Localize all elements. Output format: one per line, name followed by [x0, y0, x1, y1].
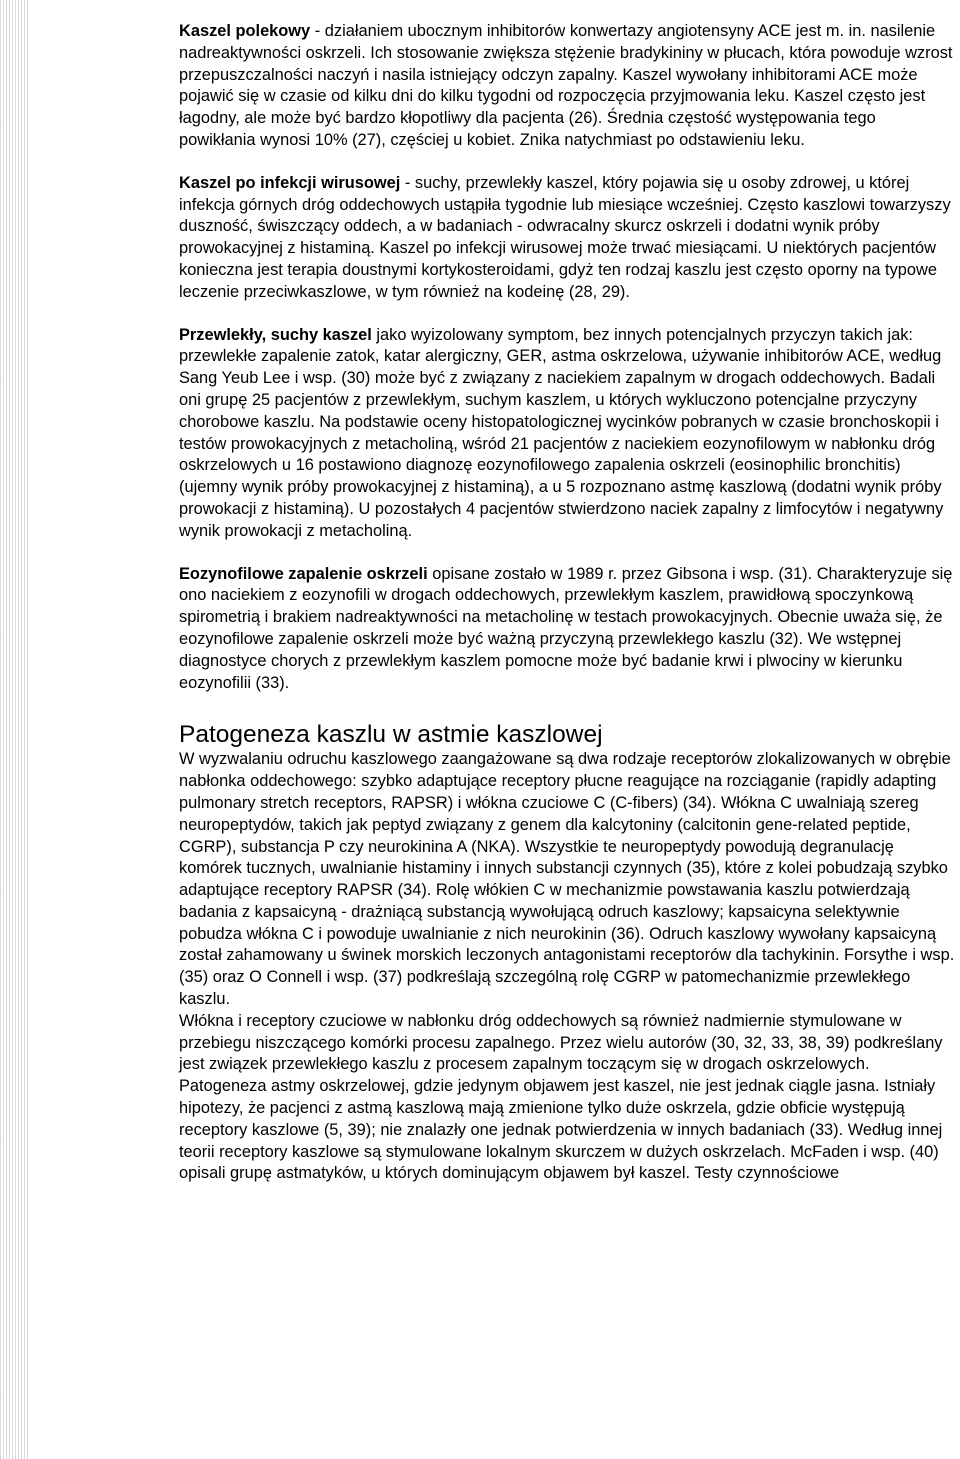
section-text: - suchy, przewlekły kaszel, który pojawia się u osoby zdrowej, u której infekcja górnych dróg oddechowych ustąpiła tygodnie lub miesiące wcześniej. Często kaszlowi towarzyszy duszność, świszczący oddech, a w badaniach - odwracalny skurcz oskrzeli i dodatni wynik próby prowokacyjnej z histaminą. Kaszel po infekcji wirusowej może trwać miesiącami. U niektórych pacjentów konieczna jest terapia doustnymi kortykosteroidami, gdyż ten rodzaj kaszlu jest często oporny na typowe leczenie przeciwkaszlowe, w tym również na kodeinę (28, 29).: [179, 173, 951, 301]
section-heading: Patogeneza kaszlu w astmie kaszlowej: [179, 721, 603, 749]
body-paragraph: Patogeneza astmy oskrzelowej, gdzie jedynym objawem jest kaszel, nie jest jednak ciągle jasna. Istniały hipotezy, że pacjenci z astmą kaszlową mają zmienione tylko duże oskrzela, gdzie obficie występują receptory kaszlowe (5, 39); nie znalazły one jednak potwierdzenia w innych badaniach (33). Według innej teorii receptory kaszlowe są stymulowane lokalnym skurczem w dużych oskrzelach. McFaden i wsp. (40) opisali grupę astmatyków, u których dominującym objawem był kaszel. Testy czynnościowe: [179, 1077, 943, 1183]
body-paragraph: W wyzwalaniu odruchu kaszlowego zaangażowane są dwa rodzaje receptorów zlokalizowanych w obrębie nabłonka oddechowego: szybko adaptujące receptory płucne reagujące na rozciąganie (rapidly adapting pulmonary stretch receptors, RAPSR) i włókna czuciowe C (C-fibers) (34). Włókna C uwalniają szereg neuropeptydów, takich jak peptyd związany z genem dla kalcytoniny (calcitonin gene-related peptide, CGRP), substancja P czy neurokinina A (NKA). Wszystkie te neuropeptydy powodują degranulację komórek tucznych, uwalnianie histaminy i innych substancji czynnych (35), które z kolei pobudzają szybko adaptujące receptory RAPSR (34). Rolę włókien C w mechanizmie powstawania kaszlu potwierdzają badania z kapsaicyną - drażniącą substancją wywołującą odruch kaszlowy; kapsaicyna selektywnie pobudza włókna C i powoduje uwalnianie z nich neurokinin (36). Odruch kaszlowy wywołany kapsaicyną został zahamowany u świnek morskich leczonych antagonistami receptorów dla tachykinin. Forsythe i wsp. (35) oraz O Connell i wsp. (37) podkreślają szczególną rolę CGRP w patomechanizmie przewlekłego kaszlu.: [179, 750, 955, 1009]
section-lead: Przewlekły, suchy kaszel: [179, 325, 372, 344]
document-page: [179, 21, 955, 1185]
section-eosinophilic-bronchitis: [179, 564, 955, 695]
section-lead: Eozynofilowe zapalenie oskrzeli: [179, 564, 428, 583]
section-lead: Kaszel po infekcji wirusowej: [179, 173, 401, 192]
section-text: opisane zostało w 1989 r. przez Gibsona i wsp. (31). Charakteryzuje się ono naciekiem z eozynofili w drogach oddechowych, przewlekłym kaszlem, prawidłową spoczynkową spirometrią i brakiem nadreaktywności na metacholinę w testach prowokacyjnych. Obecnie uważa się, że eozynofilowe zapalenie oskrzeli może być ważną przyczyną przewlekłego kaszlu (32). We wstępnej diagnostyce chorych z przewlekłym kaszlem pomocne może być badanie krwi i plwociny w kierunku eozynofilii (33).: [179, 564, 953, 692]
section-text: jako wyizolowany symptom, bez innych potencjalnych przyczyn takich jak: przewlekłe zapalenie zatok, katar alergiczny, GER, astma oskrzelowa, używanie inhibitorów ACE, według Sang Yeub Lee i wsp. (30) może być z związany z naciekiem zapalnym w drogach oddechowych. Badali oni grupę 25 pacjentów z przewlekłym, suchym kaszlem, u których wykluczono potencjalne przyczyny chorobowe kaszlu. Na podstawie oceny histopatologicznej wycinków pobranych w czasie bronchoskopii i testów prowokacyjnych z metacholiną, wśród 21 pacjentów z naciekiem eozynofilowym w nabłonku dróg oskrzelowych u 16 postawiono diagnozę eozynofilowego zapalenia oskrzeli (eosinophilic bronchitis) (ujemny wynik próby prowokacyjnej z histaminą), a u 5 rozpoznano astmę kaszlową (dodatni wynik próby prowokacji z histaminą). U pozostałych 4 pacjentów stwierdzono naciek zapalny z limfocytów i negatywny wynik prowokacji z metacholiną.: [179, 325, 944, 540]
section-text: - działaniem ubocznym inhibitorów konwertazy angiotensyny ACE jest m. in. nasilenie nadreaktywności oskrzeli. Ich stosowanie zwiększa stężenie bradykininy w płucach, która powoduje wzrost przepuszczalności naczyń i nasila istniejący odczyn zapalny. Kaszel wywołany inhibitorami ACE może pojawić się w czasie od kilku dni do kilku tygodni od rozpoczęcia przyjmowania leku. Kaszel często jest łagodny, ale może być bardzo kłopotliwy dla pacjenta (26). Średnia częstość występowania tego powikłania wynosi 10% (27), częściej u kobiet. Znika natychmiast po odstawieniu leku.: [179, 22, 953, 149]
section-drug-induced-cough: [179, 21, 955, 152]
section-post-viral-cough: [179, 173, 955, 304]
section-lead: Kaszel polekowy: [179, 22, 311, 40]
scan-edge-stripes: [0, 0, 30, 1459]
body-paragraph: Włókna i receptory czuciowe w nabłonku dróg oddechowych są również nadmiernie stymulowane w przebiegu niszczącego komórki procesu zapalnego. Przez wielu autorów (30, 32, 33, 38, 39) podkreślany jest związek przewlekłego kaszlu z procesem zapalnym toczącym się w drogach oskrzelowych.: [179, 1011, 943, 1074]
paragraph-gap: [179, 152, 955, 173]
paragraph-gap: [179, 304, 955, 325]
paragraph-gap: [179, 543, 955, 564]
section-chronic-dry-cough: [179, 325, 955, 543]
paragraph-gap: [179, 694, 955, 721]
